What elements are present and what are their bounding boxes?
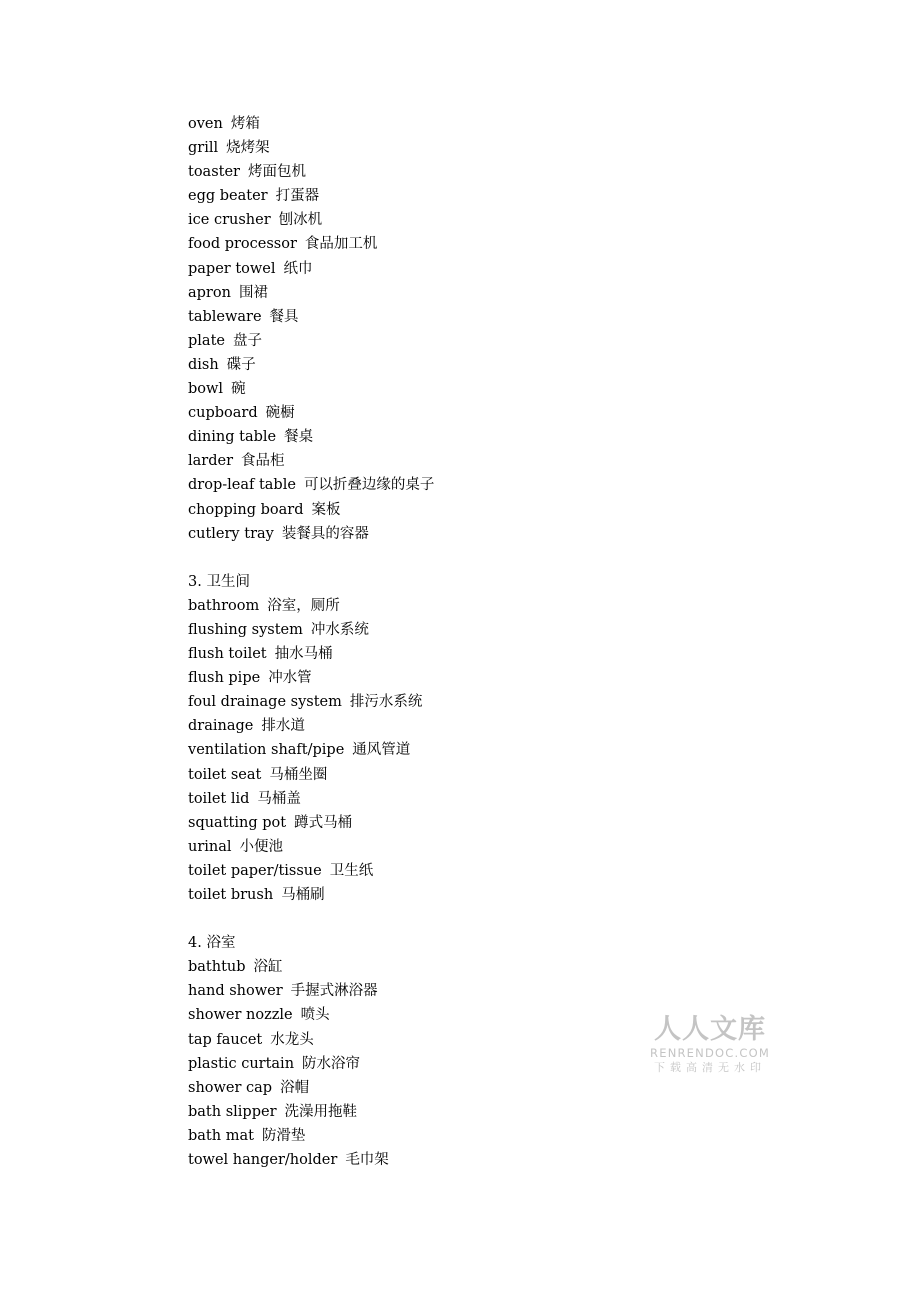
vocab-entry	[188, 232, 748, 256]
vocab-entry	[188, 473, 748, 497]
term-en: ventilation shaft/pipe	[188, 742, 345, 759]
term-zh: 马桶坐圈	[269, 766, 328, 783]
term-en: toilet brush	[188, 887, 274, 903]
vocab-entry	[188, 281, 748, 305]
term-zh: 喷头	[300, 1007, 330, 1024]
term-zh: 排水道	[261, 718, 305, 735]
vocab-entry	[188, 811, 748, 835]
term-zh: 碗橱	[265, 405, 295, 422]
term-en: towel hanger/holder	[188, 1152, 338, 1169]
term-en: ice crusher	[188, 212, 271, 229]
term-en: shower nozzle	[188, 1007, 293, 1024]
term-zh: 纸巾	[283, 260, 313, 277]
vocab-entry	[188, 1148, 748, 1172]
term-en: cupboard	[188, 405, 258, 422]
vocab-entry	[188, 112, 748, 136]
term-en: toilet seat	[188, 766, 262, 783]
term-zh: 食品柜	[241, 453, 285, 470]
term-en: flush pipe	[188, 670, 261, 687]
term-en: drainage	[188, 718, 254, 735]
term-en: hand shower	[188, 983, 283, 1000]
watermark-domain: RENRENDOC.COM	[650, 1046, 770, 1060]
term-zh: 装餐具的容器	[281, 525, 369, 542]
vocab-entry	[188, 208, 748, 232]
watermark-logo	[645, 1014, 775, 1076]
term-zh: 马桶盖	[257, 790, 301, 807]
term-en: flushing system	[188, 621, 303, 638]
term-en: dining table	[188, 429, 277, 446]
kitchen-items	[188, 112, 748, 546]
term-en: oven	[188, 116, 223, 132]
vocab-entry	[188, 787, 748, 811]
term-en: chopping board	[188, 501, 304, 518]
section-heading: 4. 浴室	[188, 935, 236, 952]
term-zh: 防滑垫	[261, 1127, 306, 1144]
vocab-entry	[188, 522, 748, 546]
term-en: bath slipper	[188, 1103, 277, 1120]
term-zh: 洗澡用拖鞋	[284, 1103, 357, 1120]
term-en: drop-leaf table	[188, 477, 296, 494]
term-zh: 冲水管	[268, 670, 312, 687]
term-zh: 餐具	[269, 308, 299, 325]
term-zh: 碟子	[226, 356, 256, 373]
term-zh: 蹲式马桶	[294, 814, 353, 831]
term-en: plastic curtain	[188, 1055, 295, 1072]
term-zh: 防水浴帘	[302, 1055, 361, 1072]
watermark-title: 人人文库	[654, 1014, 766, 1045]
vocab-entry	[188, 498, 748, 522]
term-en: food processor	[188, 236, 297, 253]
term-zh: 餐桌	[284, 429, 314, 446]
vocab-entry	[188, 883, 748, 907]
vocab-entry	[188, 425, 748, 449]
term-zh: 浴室，厕所	[267, 597, 340, 614]
term-en: toilet paper/tissue	[188, 862, 322, 879]
term-zh: 围裙	[238, 284, 268, 301]
vocab-entry	[188, 955, 748, 979]
vocab-entry	[188, 329, 748, 353]
section-heading: 3. 卫生间	[188, 573, 250, 590]
term-en: plate	[188, 332, 225, 349]
vocab-entry	[188, 136, 748, 160]
section-spacer	[188, 546, 748, 570]
term-en: flush toilet	[188, 646, 267, 663]
term-zh: 手握式淋浴器	[290, 983, 378, 1000]
toilet-section	[188, 570, 748, 907]
term-zh: 马桶刷	[281, 887, 325, 903]
term-zh: 案板	[311, 501, 341, 518]
vocab-entry	[188, 184, 748, 208]
term-zh: 烤箱	[230, 116, 260, 132]
section-spacer	[188, 907, 748, 931]
vocab-entry	[188, 690, 748, 714]
vocab-entry	[188, 1100, 748, 1124]
term-en: tableware	[188, 308, 262, 325]
term-zh: 水龙头	[270, 1031, 314, 1048]
vocab-entry	[188, 835, 748, 859]
term-en: squatting pot	[188, 814, 287, 831]
vocab-entry	[188, 353, 748, 377]
term-en: larder	[188, 453, 234, 470]
term-zh: 浴缸	[253, 959, 283, 976]
watermark-subtitle: 下载高清无水印	[654, 1061, 766, 1074]
term-zh: 刨冰机	[278, 212, 323, 229]
term-en: paper towel	[188, 260, 276, 277]
term-zh: 抽水马桶	[274, 646, 333, 663]
term-zh: 卫生纸	[329, 862, 374, 879]
term-en: toaster	[188, 164, 240, 181]
vocab-entry	[188, 377, 748, 401]
vocab-entry	[188, 401, 748, 425]
vocab-entry	[188, 1076, 748, 1100]
vocab-entry	[188, 979, 748, 1003]
term-en: bath mat	[188, 1127, 254, 1144]
term-zh: 通风管道	[352, 742, 411, 759]
term-zh: 浴帽	[280, 1079, 310, 1096]
term-zh: 烤面包机	[247, 164, 306, 181]
term-en: shower cap	[188, 1079, 273, 1096]
term-zh: 可以折叠边缘的桌子	[303, 477, 435, 494]
term-zh: 烧烤架	[226, 140, 270, 157]
vocab-entry	[188, 257, 748, 281]
term-en: bathroom	[188, 597, 260, 614]
term-zh: 打蛋器	[275, 188, 320, 205]
term-zh: 盘子	[232, 332, 262, 349]
vocab-entry	[188, 859, 748, 883]
term-en: dish	[188, 356, 219, 373]
term-en: egg beater	[188, 188, 268, 205]
vocab-entry	[188, 763, 748, 787]
vocab-entry	[188, 738, 748, 762]
vocab-entry	[188, 642, 748, 666]
term-zh: 食品加工机	[304, 236, 378, 253]
term-zh: 排污水系统	[349, 694, 423, 711]
vocab-entry	[188, 1124, 748, 1148]
term-en: toilet lid	[188, 790, 250, 807]
vocab-entry	[188, 666, 748, 690]
vocab-entry	[188, 714, 748, 738]
term-zh: 毛巾架	[345, 1152, 389, 1169]
term-en: foul drainage system	[188, 694, 342, 711]
term-en: cutlery tray	[188, 525, 274, 542]
term-en: bowl	[188, 381, 224, 398]
term-en: apron	[188, 284, 231, 301]
term-zh: 小便池	[239, 838, 284, 855]
vocab-entry	[188, 618, 748, 642]
term-en: urinal	[188, 838, 232, 855]
term-zh: 冲水系统	[310, 621, 369, 638]
vocab-entry	[188, 594, 748, 618]
vocab-entry	[188, 305, 748, 329]
term-en: grill	[188, 140, 219, 157]
term-en: bathtub	[188, 959, 246, 976]
term-zh: 碗	[231, 381, 246, 398]
vocab-entry	[188, 449, 748, 473]
term-en: tap faucet	[188, 1031, 263, 1048]
vocab-entry	[188, 160, 748, 184]
